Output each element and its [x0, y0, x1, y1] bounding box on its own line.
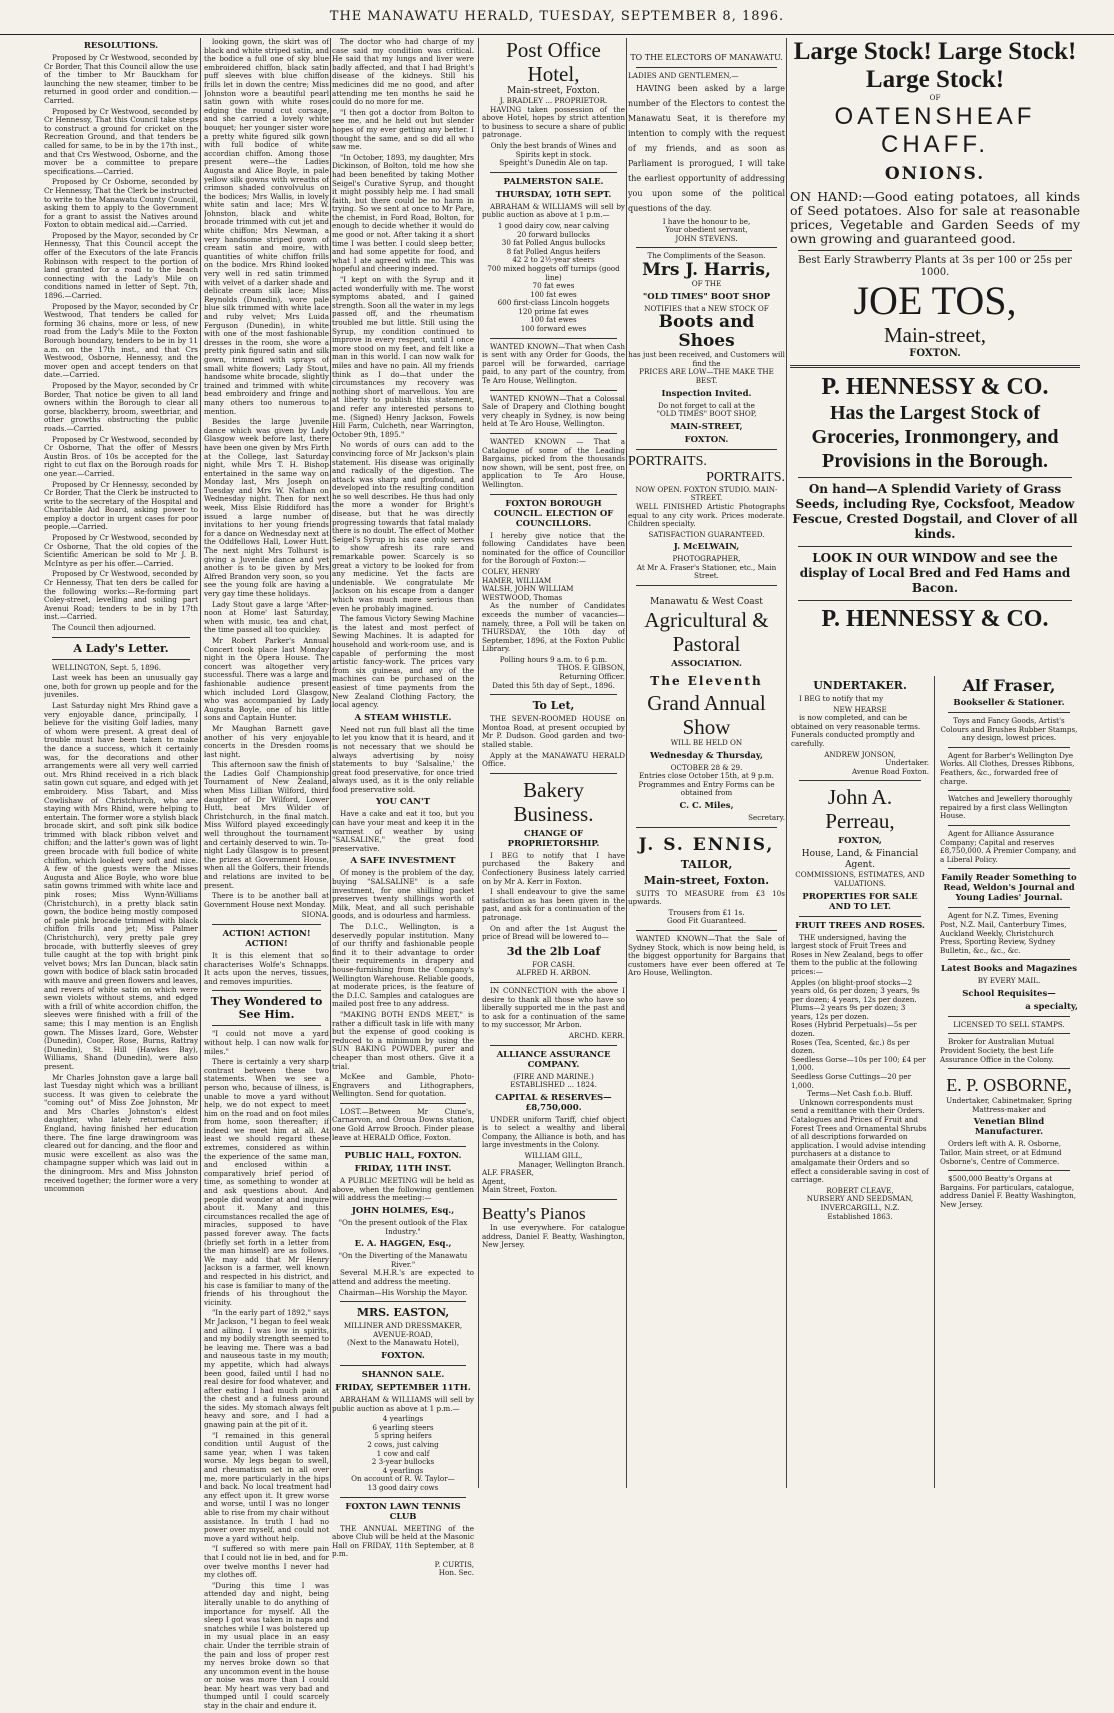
- harris-street: MAIN-STREET,: [670, 421, 743, 432]
- election-title: FOXTON BOROUGH COUNCIL. ELECTION OF COUNCILLORS.: [493, 498, 614, 529]
- harris-name: Mrs J. Harris,: [642, 259, 771, 280]
- palmerston-date: THURSDAY, 10TH SEPT.: [495, 189, 612, 200]
- fruit-title: FRUIT TREES AND ROSES.: [795, 920, 925, 931]
- ap-date: OCTOBER 28 & 29.: [670, 762, 743, 772]
- alliance-subtitle: (FIRE AND MARINE.): [513, 1071, 594, 1081]
- list-item: 4 yearlings: [382, 1414, 424, 1424]
- wonder-title: They Wondered to See Him.: [210, 995, 323, 1022]
- harris-invite: Inspection Invited.: [661, 388, 752, 399]
- undertaker-hearse: NEW HEARSE: [833, 704, 887, 714]
- shannon-date: FRIDAY, SEPTEMBER 11TH.: [335, 1382, 471, 1393]
- list-item: Roses (Tea, Scented, &c.) 8s per dozen.: [791, 1037, 910, 1056]
- kerr-text: IN CONNECTION with the above I desire to thank all those who have so liberally supported me in the past and to ask for a continuation of the same to my successor, Mr Arbon.: [482, 985, 625, 1030]
- electors-signature: JOHN STEVENS.: [675, 233, 738, 243]
- column-rule: [786, 38, 787, 1488]
- bakery-title: Bakery Business.: [513, 777, 594, 826]
- strawberry-text: Best Early Strawberry Plants at 3s per 100 or 25s per 1000.: [798, 254, 1072, 278]
- fraser-agent-2: Agent for Alliance Assurance Company; Capital and reserves £8,750,000. A Premier Company, and a Liberal Policy.: [940, 828, 1077, 864]
- harris-text-2: has just been received, and Customers will find the: [628, 350, 785, 368]
- osborne-mattress: Mattress-maker and: [972, 1104, 1046, 1114]
- osborne-orders: Orders left with A. R. Osborne, Tailor, Main street, or at Edmund Osborne's, Centre of Commerce.: [940, 1139, 1062, 1166]
- list-item: 30 fat Polled Angus bullocks: [501, 238, 606, 248]
- paragraph: Mr Robert Parker's Annual Concert took place last Monday night in the Opera House. The concert was altogether very successful. There was a large and fashionable audience present which included Lord Glasgow, who was accompanied by Lady Augusta Boyle, one of his little sons and Captain Hunter.: [204, 635, 329, 723]
- fruit-list: [791, 979, 929, 1091]
- bakery-text-2: I shall endeavour to give the same satisfaction as has been given in the past, and ask for a continuation of the patronage.: [482, 887, 625, 922]
- fraser-agent-3: Agent for N.Z. Times, Evening Post, N.Z. Mail, Canterbury Times, Auckland Weekly, Christchurch Press, Sporting Review, Sydney Bulletin, &c., &c., &c.: [940, 911, 1067, 955]
- osborne-name: E. P. OSBORNE,: [946, 1075, 1072, 1096]
- speaker-2: E. A. HAGGEN, Esq.,: [354, 1239, 452, 1250]
- speaker-1: JOHN HOLMES, Esq.,: [351, 1206, 455, 1217]
- tennis-role: Hon. Sec.: [438, 1568, 474, 1578]
- easton-town: FOXTON.: [381, 1350, 425, 1361]
- shannon-dairy: 13 good dairy cows: [367, 1482, 439, 1492]
- topic-2: "On the Diverting of the Manawatu River.": [338, 1251, 468, 1269]
- fraser-agent-1: Agent for Barber's Wellington Dye Works. All Clothes, Dresses Ribbons, Feathers, &c., forwarded free of charge.: [940, 750, 1075, 786]
- meeting-date: FRIDAY, 11TH INST.: [354, 1164, 452, 1175]
- alliance-agent-role: Agent,: [482, 1176, 506, 1186]
- onhand-text: ON HAND:—Good eating potatoes, all kinds of Seed potatoes. Also for sale at reasonable prices, Vegetable and Garden Seeds of my own growing and guaranteed good.: [790, 188, 1080, 246]
- shannon-title: SHANNON SALE.: [361, 1369, 445, 1380]
- paragraph: Proposed by Cr Westwood, seconded by Cr Osborne, That the offer of Messrs Austin Bros. of 10s be accepted for the right to cut flax on the Borough roads for one year.—Carried.: [44, 434, 198, 478]
- harris-shop-2: "OLD TIMES" BOOT SHOP,: [656, 409, 757, 419]
- tos-street: Main-street,: [883, 322, 987, 347]
- paragraph: Proposed by Cr Westwood, seconded by Cr Osborne, That the old copies of the Scientific American be sold to Mr J. B. McIntyre as per his offer.—Carried.: [44, 533, 198, 568]
- list-item: 42 2 to 2½-year steers: [512, 255, 595, 265]
- ennis-name: J. S. ENNIS,: [638, 834, 775, 855]
- hotel-text: HAVING taken possession of the above Hotel, hopes by strict attention to business to secure a share of public patronage.: [482, 104, 625, 140]
- list-item: 8 fat Polled Angus heifers: [506, 246, 601, 256]
- ennis-trousers: Trousers from £1 1s.: [668, 907, 745, 917]
- easton-address-2: (Next to the Manawatu Hotel),: [346, 1338, 460, 1348]
- list-item: Plums—2 years 9s per dozen; 3 years, 12s per dozen.: [791, 1003, 906, 1021]
- list-item: 1 good dairy cow, near calving: [497, 220, 610, 230]
- syrup-body: [332, 38, 474, 710]
- ap-show: Grand Annual Show: [647, 691, 766, 740]
- meeting-note: Several M.H.R.'s are expected to attend and address the meeting.: [332, 1268, 474, 1286]
- paragraph: Mr Maughan Barnett gave another of his very enjoyable concerts in the Dresden rooms last night.: [204, 723, 329, 759]
- safe-heading: A SAFE INVESTMENT: [350, 856, 456, 867]
- alliance-text: UNDER uniform Tariff, chief object is to select a wealthy and liberal Company, the Alliance is both, and has large investments in the Colony.: [482, 1114, 625, 1150]
- studio-satisfaction: SATISFACTION GUARANTEED.: [648, 529, 765, 539]
- list-item: COLEY, HENRY: [482, 566, 540, 576]
- undertaker-role: Undertaker.: [885, 758, 929, 768]
- candidates-list: [482, 568, 625, 602]
- alliance-capital: CAPITAL & RESERVES—£8,750,000.: [495, 1092, 612, 1113]
- fraser-school: School Requisites—: [962, 988, 1056, 999]
- wonder-body: [204, 1030, 329, 1710]
- bakery-signature: ALFRED H. ARBON.: [516, 968, 591, 978]
- bakery-text: I BEG to notify that I have purchased the Bakery and Confectionery Business lately carried on by Mr A. Kerr in Foxton.: [482, 850, 625, 886]
- ap-association: ASSOCIATION.: [671, 659, 742, 670]
- list-item: 700 mixed hoggets off turnips (good line): [487, 263, 620, 282]
- hotel-text-2: Only the best brands of Wines and Spirits kept in stock.: [490, 140, 617, 159]
- osborne-venetian: Venetian Blind Manufacturer.: [973, 1117, 1045, 1138]
- tennis-signature: P. CURTIS,: [434, 1559, 474, 1569]
- list-item: Apples (on blight-proof stocks—2 years old, 6s per dozen; 3 years, 9s per dozen; 4 years, 12s per dozen.: [791, 977, 920, 1004]
- wanted-known-2: WANTED KNOWN—That a Colossal Sale of Drapery and Clothing bought very cheaply in Sydney, is now being held at Te Aro House, Wellington.: [482, 393, 625, 429]
- ennis-fit: Good Fit Guaranteed.: [666, 916, 747, 926]
- studio-line: NOW OPEN. FOXTON STUDIO. MAIN-STREET.: [635, 484, 778, 503]
- paragraph: looking gown, the skirt was of black and white striped satin, and the bodice a full one of sky blue embroidered chiffon, black satin puff sleeves with blue chiffon frills let in down the centre; Miss Johnston wore a beautiful pearl satin gown with white roses edging the round cut corsage, and she carried a lovely white bouquet; her younger sister wore a pretty white figured silk gown with full bodice of white accordian chiffon. Among those present were—the Ladies Augusta and Alice Boyle, in pale yellow silk gowns with wreaths of crimson shaded convolvulus on the bodices; Mrs Wallis, in lovely white satin and lace; Mrs W. Johnston, black and white brocade trimmed with cut jet and white chiffon; Mrs Newman, a very handsome striped gown of cream satin and moire, with quantities of white chiffon frills on the bodice. Mrs Rhind looked very well in red satin trimmed with velvet of a darker shade and delicate cream silk lace; Miss Reynolds (Dunedin), wore pale blue silk trimmed with white lace and ruby velvet; Mrs Luida Ferguson (Dunedin), in white with one of the most fashionable dresses in the room, she wore a pretty pink figured satin and silk gown, trimmed with sprays of small white flowers; Lady Stout, handsome white brocade, slightly trained and trimmed with white bead embroidery and fringe and many others too numerous to mention.: [204, 38, 329, 416]
- bakery-price: 3d the 2lb Loaf: [506, 944, 601, 958]
- fruit-signature: ROBERT CLEAVE,: [826, 1185, 894, 1195]
- fraser-specialty: a specialty,: [1025, 1001, 1078, 1012]
- paragraph: Proposed by the Mayor, seconded by Cr Westwood, That tenders be called for forming 36 chains, more or less, of new road from the Lady's Mile to the Foxton Borough boundary, tenders to be in by 11 a.m. on the 17th inst., and that Crs Westwood, Osborne, Hennessy, and the mover open and accept tenders on that date.—Carried.: [44, 301, 198, 380]
- osborne-role: Undertaker, Cabinetmaker, Spring: [946, 1096, 1072, 1106]
- palmerston-title: PALMERSTON SALE.: [503, 176, 604, 187]
- alliance-agent: ALF. FRASER,: [482, 1168, 534, 1178]
- list-item: 2 cows, just calving: [367, 1439, 439, 1449]
- easton-address: AVENUE-ROAD,: [373, 1329, 433, 1339]
- alliance-signature: WILLIAM GILL,: [524, 1151, 583, 1161]
- election-text: I hereby give notice that the following Candidates have been nominated for the office of Councillor for the Borough of Foxton:—: [482, 530, 625, 566]
- list-item: 1 cow and calf: [376, 1448, 430, 1458]
- column-syrup: [332, 38, 474, 1578]
- meeting-chair: Chairman—His Worship the Mayor.: [338, 1287, 468, 1297]
- beatty-text: In use everywhere. For catalogue address, Daniel F. Beatty, Washington, New Jersey.: [482, 1223, 625, 1250]
- fraser-mail: BY EVERY MAIL.: [977, 976, 1041, 986]
- fraser-role: Bookseller & Stationer.: [953, 698, 1065, 708]
- column-large-ads: [790, 38, 1080, 633]
- ap-entries: Entries close October 15th, at 9 p.m.: [639, 771, 774, 781]
- ap-held: WILL BE HELD ON: [670, 738, 743, 748]
- list-item: 120 prime fat ewes: [518, 306, 589, 316]
- fraser-name: Alf Fraser,: [962, 676, 1056, 695]
- safe-text: Of money is the problem of the day, buying "SALSALINE" is a safe investment, for one shilling packet preserves twenty shillings worth of Milk, Meat, and all such perishable goods, and is odourless and harmless.: [332, 868, 474, 921]
- stock-line-1: Large Stock! Large Stock!: [793, 38, 1077, 65]
- shannon-text: ABRAHAM & WILLIAMS will sell by public auction as above at 1 p.m.—: [332, 1394, 474, 1413]
- meeting-title: PUBLIC HALL, FOXTON.: [344, 1151, 462, 1162]
- ap-title: Agricultural & Pastoral: [644, 608, 769, 657]
- dic-text: The D.I.C., Wellington, is a deservedly popular institution. Many of our thrifty and fashionable people find it to their advantage to order their requirements in drapery and house-furnishing from the Company's Wellington Warehouse. Reliable goods, at moderate prices, is the feature of the D.I.C. Samples and catalogues are mailed post free to any address.: [332, 922, 474, 1009]
- steam-text: Need not run full blast all the time to let you know that it is heard, and it is not necessary that we should be always advertising by noisy statements to buy 'Salsaline,' the great food preservative, for once tried always used, as it is the only reliable food preservative sold.: [332, 724, 474, 794]
- paragraph: Lady Stout gave a large 'After-noon at Home' last Saturday, when with music, tea and chat, the time passed all too quickley.: [204, 599, 329, 635]
- topic-1: "On the present outlook of the Flax Industry.": [338, 1218, 468, 1236]
- list-item: 5 spring heifers: [374, 1431, 432, 1441]
- lady-letter-title: A Lady's Letter.: [73, 641, 169, 655]
- ap-days: Wednesday & Thursday,: [649, 750, 764, 761]
- paragraph: Proposed by Cr Westwood, seconded by Cr Hennessy, That this Council take steps to construct a ground for cricket on the Recreation Ground, and that tenders be called for same, to be in by the 17th inst., and that Crs Westwood, Osborne, and the mover be a committee to prepare specifications.—Carried.: [44, 106, 198, 176]
- fruit-town: INVERCARGILL, N.Z.: [820, 1202, 900, 1212]
- hotel-text-3: Speight's Dunedin Ale on tap.: [499, 158, 608, 168]
- letter-continued-body: [204, 38, 329, 909]
- harris-of: OF THE: [691, 278, 722, 288]
- list-item: Seedless Gorse Cuttings—20 per 1,000.: [791, 1072, 912, 1090]
- list-item: 4 yearlings: [382, 1465, 424, 1475]
- steam-heading: A STEAM WHISTLE.: [354, 712, 452, 723]
- harris-goods: Boots and Shoes: [658, 312, 755, 352]
- lady-letter-body: [44, 664, 198, 1194]
- tennis-text: THE ANNUAL MEETING of the above Club will be held at the Masonic Hall on FRIDAY, 11th September, at 8 p.m.: [332, 1523, 474, 1559]
- perreau-town: FOXTON,: [838, 836, 882, 847]
- paragraph: This afternoon saw the finish of the Ladies Golf Championship Tournament of New Zealand, when Miss Lillian Wilford, third daughter of Dr Wilford, Lower Hutt, beat Mrs Wilder of Christchurch, in the final match. Miss Wilford played exceedingly well throughout the tournament and certainly deserved to win. To-night Lady Glasgow is to present the prizes at Government House, when all the Golfers, their friends and relations are invited to be present.: [204, 760, 329, 890]
- ennis-trade: TAILOR,: [680, 857, 733, 871]
- paragraph: Proposed by the Mayor, seconded by Cr Border, That notice be given to all land owners within the Borough to clear all gorse, blackberry, broom, sweetbriar, and other growths obstructing the public roads.—Carried.: [44, 380, 198, 433]
- undertaker-title: UNDERTAKER.: [813, 679, 907, 692]
- returning-officer-role: Returning Officer.: [559, 672, 625, 682]
- hennessy-look: LOOK IN OUR WINDOW and see the display of Local Bred and Fed Hams and Bacon.: [799, 550, 1071, 595]
- column-resolutions: [44, 38, 198, 1196]
- action-text: It is this element that so characterises Wolfe's Schnapps. It acts upon the nerves, tissues, and removes impurities.: [204, 950, 329, 986]
- stock-of: OF: [929, 93, 941, 102]
- tos-town: FOXTON.: [909, 347, 961, 359]
- list-item: 20 forward bullocks: [517, 229, 590, 239]
- paragraph: The famous Victory Sewing Machine is the latest and most perfect of Sewing Machines. It is adapted for household and work-room use, and is capable of performing the most artistic fancy-work. The prices vary from six guineas, and any of the machines can be purchased on the easiest of time payments from the New Zealand Clothing Factory, the local agency.: [332, 614, 474, 710]
- wanted-known-3: WANTED KNOWN — That a Catalogue of some of the Leading Bargains, picked from the thousands now shown, will be sent, post free, on application to Te Aro House, Wellington.: [482, 437, 625, 489]
- election-text-2: As the number of Candidates exceeds the number of vacancies—namely, three, a Poll will be taken on THURSDAY, the 10th day of September, 1896, at the Foxton Public Library.: [482, 601, 625, 654]
- list-item: Seedless Gorse—10s per 100; £4 per 1,000.: [791, 1054, 926, 1073]
- tos-name: JOE TOS,: [853, 277, 1017, 323]
- paragraph: "I remained in this general condition until August of the same year, when I was taken worse. My legs began to swell, and rheumatism set in all over me, more particularly in the hips and back. No local treatment had any effect upon it. It grew worse and worse, until I was no longer able to rise from my chair without assistance. In truth I had no power over myself, and could not move a yard without help.: [204, 1430, 329, 1543]
- paragraph: "I could not move a yard without help. I can now walk for miles.": [204, 1029, 329, 1056]
- list-item: 2 3-year bullocks: [371, 1457, 435, 1467]
- kerr-signature: ARCHD. KERR.: [568, 1030, 625, 1040]
- column-letter-continued: [204, 38, 329, 1713]
- paragraph: Proposed by Cr Westwood, seconded by Cr Border, That this Council allow the use of the timber to Mr Bauckham for launching the new steamer, timber to be returned in good order and condition.—Carried.: [44, 53, 198, 105]
- alliance-address: Main Street, Foxton.: [482, 1185, 558, 1195]
- to-let-apply: Apply at the MANAWATU HERALD Office.: [482, 750, 625, 769]
- column-rule: [626, 38, 627, 1488]
- beatty-title: Beatty's Pianos: [482, 1204, 586, 1224]
- list-item: 600 first-class Lincoln hoggets: [497, 298, 610, 308]
- fruit-text: THE undersigned, having the largest stock of Fruit Trees and Roses in New Zealand, begs to offer them to the public at the following prices:—: [791, 932, 923, 976]
- undertaker-text-2: is now completed, and can be obtained on very reasonable terms. Funerals conducted promptly and carefully.: [791, 713, 921, 748]
- undertaker-text: I BEG to notify that my: [799, 694, 884, 703]
- list-item: HAMER, WILLIAM: [482, 575, 552, 585]
- fraser-books: Latest Books and Magazines: [940, 964, 1078, 975]
- to-let-text: THE SEVEN-ROOMED HOUSE on Montoa Road, at present occupied by Mr P. Dudson. Good garden and two-stalled stable.: [482, 714, 625, 750]
- studio-text: WELL FINISHED Artistic Photographs equal to any city work. Prices moderate. Children specialty.: [628, 501, 785, 529]
- ap-eleventh: The Eleventh: [650, 674, 763, 689]
- paragraph: Proposed by Cr Osborne, seconded by Cr Hennessy, That the Clerk be instructed to write to the Manawatu County Council, asking them to apply to the Government for a grant to assist the Natives around Foxton to obtain medical aid.—Carried.: [44, 177, 198, 230]
- portraits-title-1: PORTRAITS.: [628, 453, 707, 469]
- baking-text: "MAKING BOTH ENDS MEET," is rather a difficult task in life with many but the expense of good cooking is reduced to a minimum by using the SUN BAKING POWDER, purer and cheaper than most others. Give it a trial.: [332, 1009, 474, 1071]
- paragraph: "In the early part of 1892," says Mr Jackson, "I began to feel weak and ailing. I was low in spirits, and my bodily strength seemed to be leaving me. There was a bad and nauseous taste in my mouth; my appetite, which had always been good, failed until I had no real desire for food whatever, and after eating I had much pain at the chest and a fulness around the sides. My stomach always felt heavy and sore, and I had a gnawing pain at the pit of it.: [204, 1308, 329, 1430]
- ennis-text: SUITS TO MEASURE from £3 10s upwards.: [628, 888, 785, 907]
- shannon-account: On account of R. W. Taylor—: [351, 1474, 455, 1484]
- resolutions-body: [44, 54, 198, 633]
- paragraph: The doctor who had charge of my case said my condition was critical. He said that my lungs and liver were badly affected, and that I had Bright's disease of the kidneys. Still his medicines did me no good, and after attending me ten months he said he could do no more for me.: [332, 38, 474, 107]
- paragraph: "I suffered so with mere pain that I could not lie in bed, and for over twelve months I never had my clothes off.: [204, 1544, 329, 1580]
- easton-name: MRS. EASTON,: [356, 1306, 450, 1320]
- column-rule: [478, 38, 479, 1488]
- meeting-text: A PUBLIC MEETING will be held as above, when the following gentlemen will address the meeting:—: [332, 1176, 474, 1203]
- list-item: 70 fat ewes: [532, 281, 575, 291]
- electors-text: HAVING been asked by a large number of the Electors to contest the Manawatu Seat, it is therefore my intention to comply with the request of my friends, and as soon as Parliament is prorogued, I will take the earliest opportunity of addressing you upon some of the political questions of the day.: [628, 83, 785, 213]
- harris-shop: "OLD TIMES" BOOT SHOP: [642, 291, 771, 302]
- paragraph: The Council then adjourned.: [52, 623, 156, 632]
- list-item: Roses (Hybrid Perpetuals)—5s per dozen.: [791, 1020, 917, 1039]
- paragraph: There is to be another ball at Government House next Monday.: [204, 891, 329, 909]
- list-item: 6 yearling steers: [372, 1422, 434, 1432]
- studio-name: J. McELWAIN,: [673, 542, 740, 553]
- undertaker-signature: ANDREW JONSON,: [824, 749, 896, 759]
- list-item: 100 fat ewes: [530, 289, 577, 299]
- perreau-trade: House, Land, & Financial Agent.: [801, 849, 919, 871]
- fruit-role: NURSERY AND SEEDSMAN,: [806, 1194, 914, 1204]
- bakery-subtitle: CHANGE OF PROPRIETORSHIP.: [507, 828, 600, 849]
- ap-programmes: Programmes and Entry Forms can be obtained from: [638, 779, 775, 798]
- paragraph: Proposed by Cr Westwood, seconded by Cr Hennessy, That ten ders be called for the following works:—Re-forming part Coley-street, levelling and soiling part Avenui Road; tenders to be in by 17th inst.—Carried.: [44, 569, 198, 622]
- wanted-known-1: WANTED KNOWN—That when Cash is sent with any Order for Goods, the parcel will be forwarded, carriage paid, to any part of the country, from Te Aro House, Wellington.: [482, 341, 625, 386]
- ennis-address: Main-street, Foxton.: [643, 873, 770, 887]
- fraser-toys: Toys and Fancy Goods, Artist's Colours and Brushes Rubber Stamps, any design, lowest prices.: [940, 716, 1078, 743]
- harris-town: FOXTON.: [684, 434, 729, 445]
- paragraph: There is certainly a very sharp contrast between these two statements. When we see a person who, because of illness, is unable to move a yard without help, we do not expect to meet him on the road and on foot miles from home, soon thereafter; if indeed we meet him at all. At least we should regard these extremes, considered as within the experience of the same man, and enclosed within a comparatively brief period of time, as something to wonder at and ask questions about. And people did wonder at and inquire about it. Many and this circumstances recalled the age of miracles, supposed to have passed forever away. The facts (briefly set forth in a letter from the man himself) are as follows. We may add that Mr Henry Jackson is a farmer, well known and respected in his district, and his case is familiar to many of the friends of his throughout the vicinity.: [204, 1057, 329, 1307]
- perreau-properties: PROPERTIES FOR SALE AND TO LET.: [802, 891, 918, 912]
- column-fraser: [940, 676, 1078, 1488]
- fruit-established: Established 1863.: [827, 1211, 893, 1221]
- list-item: 100 forward ewes: [520, 324, 587, 334]
- polling-hours: Polling hours 9 a.m. to 6 p.m.: [499, 654, 608, 664]
- easton-trade: MILLINER AND DRESSMAKER,: [343, 1321, 463, 1331]
- alliance-title: ALLIANCE ASSURANCE COMPANY.: [496, 1049, 611, 1070]
- hotel-address: Main-street, Foxton.: [507, 86, 600, 96]
- paragraph: No words of ours can add to the convincing force of Mr Jackson's plain statement. His disease was originally and radically of the digestion. The attack was sharp and profound, and developed into the resulting condition he so well describes. He thus had only the more a wonder for Bright's disease, but that he was directly progressing towards that fatal malady there is no doubt. The effect of Mother Seigel's Syrup in his case only serves to show afresh its rare and remarkable power. Scarcely is so great a victory to be looked for from any medicine. Yet the facts are undeniable. We congratulate Mr Jackson on his escape from a danger which was much more serious than even he probably imagined.: [332, 440, 474, 613]
- harris-call: Do not forget to call at the: [658, 400, 755, 410]
- bakery-text-3: On and after the 1st August the price of Bread will be lowered to—: [482, 923, 625, 942]
- harris-preamble: The Compliments of the Season.: [647, 251, 766, 261]
- paragraph: "In October, 1893, my daughter, Mrs Dickinson, of Bolton, told me how she had been benefited by taking Mother Seigel's Curative Syrup, and thought it might possibly help me. I had small faith, but there could be no harm in trying. So we sent at once to Mr Pare, the chemist, in Ford Road, Bolton, for enough to decide whether it would do me good or not. After taking it a short time I was better. I could sleep better, and had some appetite for food, and what I ate agreed with me. This was hopeful and cheering indeed.: [332, 152, 474, 274]
- perreau-name: John A. Perreau,: [825, 785, 895, 834]
- fruit-text-2: Unknown correspondents must send a remittance with their Orders. Catalogues and Prices of Fruit and Forest Trees and Ornamental Shrubs of all descriptions forwarded on application. I would advise intending purchasers at a distance to amalgamate their Orders and so effect a considerable saving in cost of carriage.: [791, 1097, 929, 1185]
- cake-heading: YOU CAN'T: [376, 797, 430, 808]
- lost-notice: LOST.—Between Mr Clune's, Carnarvon, and Oroua Downs station, one Gold Arrow Brooch. Finder please leave at HERALD Office, Foxton.: [332, 1106, 474, 1142]
- column-rule: [200, 38, 201, 1488]
- paragraph: Proposed by Cr Hennessy, seconded by Cr Border, That the Clerk be instructed to write to the secretary of the Hospital and Charitable Aid Board, asking power to employ a doctor in urgent cases for poor people.—Carried.: [44, 479, 198, 532]
- perreau-commissions: COMMISSIONS, ESTIMATES, AND VALUATIONS.: [795, 870, 925, 888]
- to-let-title: To Let,: [532, 699, 575, 713]
- paragraph: Last Saturday night Mrs Rhind gave a very enjoyable dance, principally, I believe for the visiting Golf ladies, many of whom were present. A great deal of trouble must have been taken to make the dance a success, which it certainly was, for the decorations and other arrangements were all very well carried out. Mrs Rhind received in a rich black satin gown cut square, and edged with jet embroidery. Miss Tabart, and Miss Cowlishaw of Christchurch, who are staying with Mrs Rhind, were helping to entertain. The former wore a stylish black brocade skirt, and soft pink silk bodice trimmed with black ribbon velvet and chiffon; and the latter's gown was of light green brocade with full bodice of white chiffon, which looked very soft and nice. A few of the guests were the Misses Augusta and Alice Boyle, who wore blue satin gowns trimmed with white lace and pink roses; Miss Wynn-Williams (Christchurch), in a pretty black satin gown, the bodice being mostly composed of pale pink brocade trimmed with black chiffon frills and jet; Miss Palmer (Christchurch), very pretty pale grey brocade, with butterfly sleeves of grey tulle caught at the top with bright pink velvet bows; Mrs Ian Duncan, black satin gown with bodice of black satin brocaded with mauve and green flowers and leaves, and revers of white satin on which were sewn violets without stems, and edged with a frill of white accordion chiffon, the sleeves were finished with a frill of the same; this I may mention is an English gown. The Misses Izard, Gore, Webster (Dunedin), Cooper, Rose, Burns, Rattray (Dunedin), St. Hill (Hawkes Bay), Williams, Shand (Dunedin), were also present.: [44, 700, 198, 1071]
- tennis-title: FOXTON LAWN TENNIS CLUB: [345, 1501, 461, 1522]
- wanted-known-4: WANTED KNOWN—That the Sale of Sydney Stock, which is now being held, is the biggest opportunity for Bargains that customers have ever been offered at Te Aro House, Wellington.: [628, 934, 785, 978]
- cake-text: Have a cake and eat it too, but you can have your meat and keep it in the warmest of weather by using "SALSALINE," the great food preservative.: [332, 809, 474, 853]
- paragraph: Proposed by the Mayor, seconded by Cr Hennessy, That this Council accept the offer of the Executors of the late Francis Robinson with respect to the portion of land granted for a road to the beach connecting with the Lady's Mile on conditions named in letter of Sept. 7th, 1896.—Carried.: [44, 230, 198, 301]
- hennessy-title-2: P. HENNESSY & CO.: [821, 605, 1049, 632]
- chaff-title: OATENSHEAF CHAFF.: [834, 102, 1036, 158]
- ap-preamble: Manawatu & West Coast: [650, 597, 763, 608]
- action-heading: ACTION! ACTION! ACTION!: [222, 928, 311, 949]
- column-undertaker: [791, 676, 929, 1488]
- fruit-terms: Terms—Net Cash f.o.b. Bluff.: [807, 1089, 913, 1099]
- list-item: 100 fat ewes: [530, 315, 577, 325]
- bakery-cash: FOR CASH.: [532, 959, 575, 969]
- electors-honour: I have the honour to be,: [662, 216, 751, 226]
- list-item: WESTWOOD, Thomas: [482, 592, 563, 602]
- electors-salute: LADIES AND GENTLEMEN,—: [628, 71, 739, 80]
- palmerston-list: [482, 222, 625, 334]
- column-rule: [934, 676, 935, 1488]
- list-item: WALSH, JOHN WILLIAM: [482, 584, 574, 594]
- fraser-watches: Watches and Jewellery thoroughly repaired by a first class Wellington House.: [940, 794, 1073, 821]
- fraser-broker: Broker for Australian Mutual Provident Society, the best Life Assurance Office in the Colony.: [940, 1037, 1055, 1064]
- masthead: THE MANAWATU HERALD, TUESDAY, SEPTEMBER 8, 1896.: [0, 0, 1114, 35]
- alliance-established: ESTABLISHED ... 1824.: [510, 1080, 597, 1090]
- hotel-proprietor: J. BRADLEY ... PROPRIETOR.: [499, 96, 608, 105]
- undertaker-address: Avenue Road Foxton.: [851, 766, 929, 776]
- hennessy-tagline: Has the Largest Stock of Groceries, Ironmongery, and Provisions in the Borough.: [811, 401, 1059, 472]
- harris-prices: PRICES ARE LOW—THE MAKE THE BEST.: [639, 367, 774, 385]
- alliance-role: Manager, Wellington Branch.: [518, 1159, 625, 1169]
- electors-servant: Your obedient servant,: [665, 225, 748, 235]
- stock-line-2: Large Stock!: [865, 66, 1005, 93]
- paragraph: "During this time I was attended day and night, being literally unable to do anything of importance for myself. All the sleep I got was taken in naps and snatches while I was bolstered up in my usual place in an easy chair. Under the terrible strain of the pain and loss of proper rest my nerves broke down so that any uncommon event in the house or noise was more than I could bear. My heart was very bad and thumped until I could scarcely stay in the chair and endure it.: [204, 1580, 329, 1711]
- letter-signature: SIONA.: [301, 910, 329, 920]
- hennessy-on-hand: On hand—A Splendid Variety of Grass Seeds, including Rye, Cocksfoot, Meadow Fescue, Crested Dogstail, and Clover of all kinds.: [792, 481, 1078, 541]
- beatty-organs: $500,000 Beatty's Organs at Bargains. For particulars, catalogue, address Daniel F. Beatty Washington, New Jersey.: [940, 1174, 1077, 1209]
- returning-officer: THOS. F. GIBSON,: [557, 663, 625, 673]
- onions-title: ONIONS.: [884, 163, 986, 184]
- election-dated: Dated this 5th day of Sept., 1896.: [492, 680, 615, 690]
- column-advertisements: [628, 38, 785, 980]
- studio-address: At Mr A. Fraser's Stationer, etc., Main Street.: [636, 562, 777, 581]
- hennessy-title: P. HENNESSY & CO.: [821, 373, 1049, 400]
- fraser-stamps: LICENSED TO SELL STAMPS.: [953, 1019, 1065, 1029]
- studio-role: PHOTOGRAPHER,: [672, 554, 741, 564]
- mckee-text: McKee and Gamble, Photo-Engravers and Lithographers, Wellington. Send for quotation.: [332, 1072, 474, 1099]
- paragraph: WELLINGTON, Sept. 5, 1896.: [52, 662, 162, 672]
- paragraph: "I kept on with the Syrup and it acted wonderfully with me. The worst symptoms abated, and I gained strength. Soon all the water in my legs passed off, and the rheumatism troubled me but little. Still using the Syrup, my condition continued to improve in every respect, until I once more stood on my feet, and felt like a man in this world. I can now walk for miles and have no pain. All my friends think as I do—that under the circumstances my recovery was nothing short of marvellous. You are at liberty to publish this statement, and refer any interested persons to me. (Signed) Henry Jackson, Fowels Hill Farm, Culcheth, near Warrington, October 9th, 1895.": [332, 275, 474, 439]
- hotel-title: Post Office Hotel,: [506, 38, 601, 86]
- paragraph: Last week has been an unusually gay one, both for grown up people and for the juveniles.: [44, 673, 198, 700]
- palmerston-text: ABRAHAM & WILLIAMS will sell by public auction as above at 1 p.m.—: [482, 201, 625, 220]
- portraits-title-2: PORTRAITS.: [706, 469, 785, 485]
- resolutions-heading: RESOLUTIONS.: [83, 41, 159, 51]
- ap-secretary-role: Secretary.: [748, 813, 785, 823]
- harris-text: NOTIFIES that a NEW STOCK OF: [644, 303, 769, 313]
- column-notices: [482, 38, 625, 1252]
- fraser-family: Family Reader Something to Read, Weldon's Journal and Young Ladies' Journal.: [941, 873, 1077, 904]
- column-rule: [330, 38, 331, 1488]
- shannon-list: [332, 1415, 474, 1475]
- paragraph: "I then got a doctor from Bolton to see me, and he held out but slender hopes of my ever getting any better. I thought the same, and so did all who saw me.: [332, 107, 474, 152]
- paragraph: Besides the large Juvenile dance which was given by Lady Glasgow week before last, there have been one given by Mrs Firth at the College, last Saturday night, while Mrs T. H. Bishop entertained in the same way on Monday last, Mrs Joseph on Tuesday and Mrs W. Nathan on Wednesday night. Then for next week, Miss Elsie Riddiford has issued a large number of invitations to her young friends for a dance on Wednesday next at the Oddfellows Hall, Lower Hutt. The next night Mrs Tolhurst is giving a Juvenile dance and yet another is to be given by Mrs Alfred Brandon very soon, so you see the young folk are having a very gay time these holidays.: [204, 417, 329, 598]
- paragraph: Mr Charles Johnston gave a large ball last Tuesday night which was a brilliant success. It was given to celebrate the "coming out" of Miss Zoe Johnston, Mr and Mrs Charles Johnston's eldest daughter, who lately returned from England, having finished her education there. The fine large drawingroom was cleared out for dancing, and the floor and music were excellent as also was the champagne supper which was laid out in the diningroom. Mrs and Miss Johnston received together; the former wore a very uncommon: [44, 1072, 198, 1194]
- ap-secretary: C. C. Miles,: [679, 801, 734, 812]
- electors-title: TO THE ELECTORS OF MANAWATU.: [630, 53, 783, 62]
